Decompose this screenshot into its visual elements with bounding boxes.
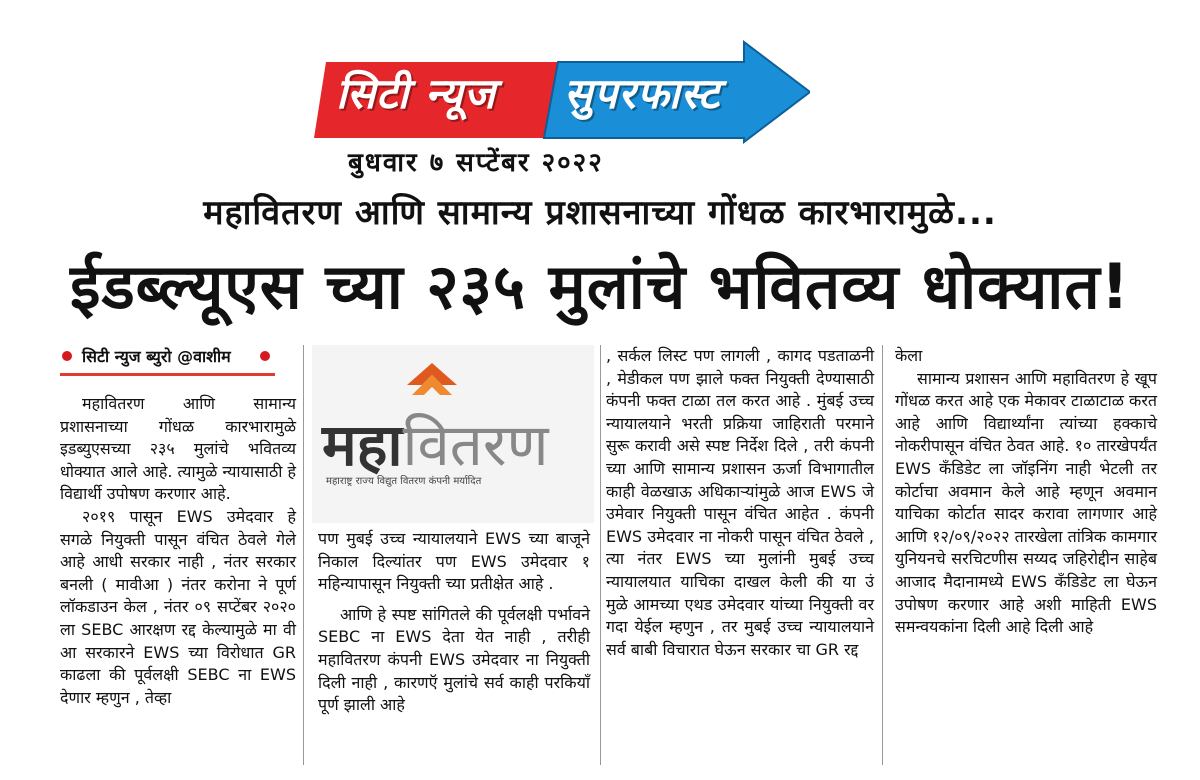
column-rule [600, 345, 601, 765]
masthead-title-right: सुपरफास्ट [564, 69, 721, 118]
article-column-4 [895, 345, 1157, 639]
byline [60, 343, 275, 369]
col4-paragraph-1: सामान्य प्रशासन आणि महावितरण हे खूप गोंधळ करत आहे एक मेकावर टाळाटाळ करत आहे आणि विद्यार्थ्यांना त्यांच्या हक्काचे नोकरीपासून वंचित ठेवत आहे. १० तारखेपर्यंत EWS कँडिडेट ला जॉइनिंग नाही भेटली तर कोर्टाचा अवमान केले आहे म्हणून अवमान याचिका कोर्टात सादर करावा लागणार आहे आणि १२/०९/२०२२ तारखेला तांत्रिक कामगार युनियनचे सरचिटणीस सय्यद जहिरोद्दीन साहेब आजाद मैदानामध्ये EWS कँडिडेट ला घेऊन उपोषण करणार आहे अशी माहिती EWS समन्वयकांना दिली आहे दिली आहे [895, 368, 1157, 637]
article-column-1 [60, 393, 296, 709]
col1-paragraph-2: २०१९ पासून EWS उमेदवार हे सगळे नियुक्ती पासून वंचित ठेवले गेले आहे आधी सरकार नाही , नंतर सरकार बनली ( मावीआ ) नंतर करोना ने पूर्ण लॉकडाउन केल , नंतर ०९ सप्टेंबर २०२० ला SEBC आरक्षण रद्द केल्यामुळे मा वी आ सरकारने EWS च्या विरोधात GR काढला की पूर्वलक्षी SEBC ना EWS देणार म्हणुन , तेव्हा [60, 506, 296, 707]
article-column-2 [318, 528, 590, 717]
masthead [314, 40, 810, 150]
col2-paragraph-1: पण मुबई उच्च न्यायालयाने EWS च्या बाजूने निकाल दिल्यांतर पण EWS उमेदवार १ महिन्यापासून नियुक्ती च्या प्रतीक्षेत आहे . [318, 529, 590, 594]
col2-paragraph-2: आणि हे स्पष्ट सांगितले की पूर्वलक्षी पर्भावने SEBC ना EWS देता येत नाही , तरीही महावितरण कंपनी EWS उमेदवार ना नियुक्ती दिली नाही , कारणऍ मुलांचे सर्व काही परकियाँ पूर्ण झाली आहे [318, 604, 590, 715]
dateline: बुधवार ७ सप्टेंबर २०२२ [348, 148, 604, 178]
logo-wordmark [322, 403, 549, 482]
byline-text: सिटी न्युज ब्युरो @वाशीम [82, 347, 231, 366]
bullet-dot-right [260, 351, 270, 361]
main-headline: ईडब्ल्यूएस च्या २३५ मुलांचे भवितव्य धोक्यात! [70, 250, 1130, 323]
col3-paragraph-1: , सर्कल लिस्ट पण लागली , कागद पडताळनी , मेडीकल पण झाले फक्त नियुक्ती देण्यासाठी कंपनी फक्त टाळा तल करत आहे . मुंबई उच्च न्यायालयाने भरती प्रक्रिया जाहिराती परमाने सुरू करावी असे स्पष्ट निर्देश दिले , तरी कंपनी च्या आणि सामान्य प्रशासन ऊर्जा विभागातील काही वेळखाऊ अधिकाऱ्यांमुळे आज EWS जे उमेवार नियुक्ती पासून वंचित आहेत . कंपनी EWS उमेदवार ना नोकरी पासून वंचित ठेवले , त्या नंतर EWS च्या मुलांनी मुबई उच्च न्यायालयात याचिका दाखल केली की या उं मुळे आमच्या एथड उमेदवार यांच्या नियुक्ती वर गदा येईल म्हणुन , तर मुबई उच्च न्यायालयाने सर्व बाबी विचारात घेऊन सरकार चा GR रद्द [606, 346, 874, 659]
mahavitaran-logo [312, 345, 594, 523]
column-rule [882, 345, 883, 765]
masthead-title-left: सिटी न्यूज [336, 69, 496, 118]
column-rule [303, 345, 304, 765]
col4-paragraph-0: केला [895, 346, 923, 365]
col1-paragraph-1: महावितरण आणि सामान्य प्रशासनाच्या गोंधळ कारभारामुळे इडब्युएसच्या २३५ मुलांचे भवितव्य धोक्यात आले आहे. त्यामुळे न्यायासाठी हे विद्यार्थी उपोषण करणार आहे. [60, 394, 296, 504]
article-column-3 [606, 345, 874, 661]
byline-rule [60, 373, 275, 376]
kicker-headline: महावितरण आणि सामान्य प्रशासनाच्या गोंधळ कारभारामुळे... [203, 193, 997, 233]
bullet-dot-left [62, 351, 72, 361]
logo-word-light: वितरण [402, 411, 549, 479]
logo-subtitle: महाराष्ट्र राज्य विद्युत वितरण कंपनी मर्यादित [326, 476, 482, 487]
logo-word-dark: महा [322, 411, 403, 479]
